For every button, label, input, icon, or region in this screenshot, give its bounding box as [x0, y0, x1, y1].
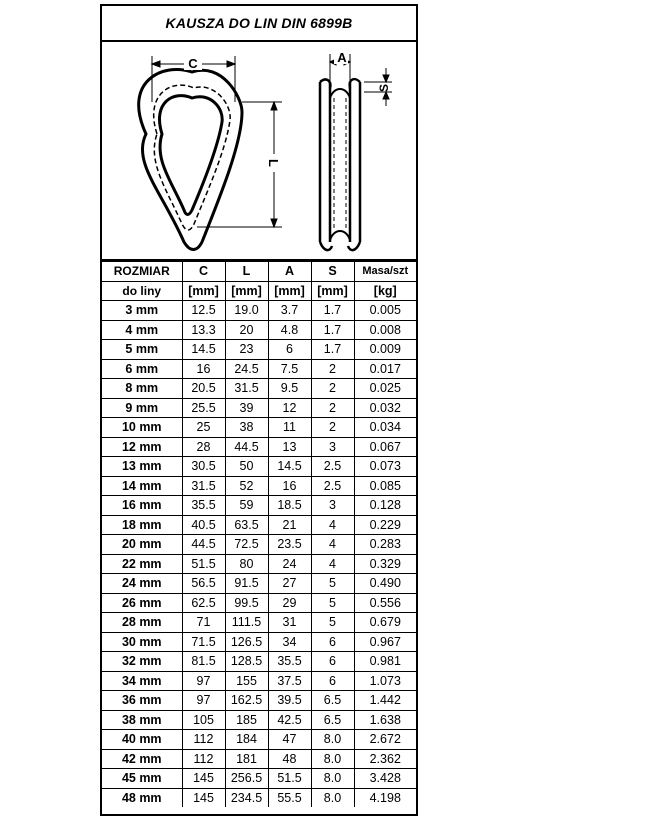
cell-size: 9 mm — [102, 398, 182, 418]
cell-size: 38 mm — [102, 710, 182, 730]
cell-l: 19.0 — [225, 301, 268, 321]
cell-a: 23.5 — [268, 535, 311, 555]
cell-a: 42.5 — [268, 710, 311, 730]
table-row — [102, 418, 416, 438]
cell-c: 56.5 — [182, 574, 225, 594]
cell-c: 51.5 — [182, 554, 225, 574]
cell-s: 6 — [311, 671, 354, 691]
cell-l: 126.5 — [225, 632, 268, 652]
cell-s: 6.5 — [311, 691, 354, 711]
page-title: KAUSZA DO LIN DIN 6899B — [102, 6, 416, 42]
table-row — [102, 437, 416, 457]
cell-size: 42 mm — [102, 749, 182, 769]
cell-a: 55.5 — [268, 788, 311, 807]
cell-c: 145 — [182, 788, 225, 807]
table-row — [102, 710, 416, 730]
cell-c: 112 — [182, 749, 225, 769]
cell-size: 30 mm — [102, 632, 182, 652]
table-row — [102, 788, 416, 807]
header-a: A — [268, 262, 311, 282]
cell-mass: 0.128 — [354, 496, 416, 516]
cell-size: 10 mm — [102, 418, 182, 438]
cell-l: 44.5 — [225, 437, 268, 457]
cell-mass: 1.442 — [354, 691, 416, 711]
cell-l: 185 — [225, 710, 268, 730]
cell-mass: 0.032 — [354, 398, 416, 418]
cell-a: 14.5 — [268, 457, 311, 477]
cell-l: 39 — [225, 398, 268, 418]
cell-mass: 4.198 — [354, 788, 416, 807]
cell-s: 4 — [311, 554, 354, 574]
cell-mass: 0.017 — [354, 359, 416, 379]
table-row — [102, 398, 416, 418]
cell-a: 24 — [268, 554, 311, 574]
table-row — [102, 359, 416, 379]
cell-size: 14 mm — [102, 476, 182, 496]
table-row — [102, 671, 416, 691]
cell-mass: 0.008 — [354, 320, 416, 340]
cell-l: 20 — [225, 320, 268, 340]
cell-s: 5 — [311, 613, 354, 633]
cell-s: 6 — [311, 632, 354, 652]
cell-l: 234.5 — [225, 788, 268, 807]
cell-c: 62.5 — [182, 593, 225, 613]
cell-l: 63.5 — [225, 515, 268, 535]
cell-c: 20.5 — [182, 379, 225, 399]
table-row — [102, 574, 416, 594]
cell-a: 3.7 — [268, 301, 311, 321]
cell-mass: 0.005 — [354, 301, 416, 321]
header-rozmiar: ROZMIAR — [102, 262, 182, 282]
unit-a: [mm] — [268, 281, 311, 301]
cell-a: 35.5 — [268, 652, 311, 672]
table-row — [102, 301, 416, 321]
label-l: L — [266, 159, 281, 167]
cell-s: 3 — [311, 496, 354, 516]
cell-mass: 1.073 — [354, 671, 416, 691]
table-row — [102, 632, 416, 652]
cell-s: 2 — [311, 379, 354, 399]
cell-l: 38 — [225, 418, 268, 438]
cell-mass: 0.556 — [354, 593, 416, 613]
cell-a: 51.5 — [268, 769, 311, 789]
label-s: S — [377, 83, 391, 93]
cell-size: 8 mm — [102, 379, 182, 399]
label-a: A — [337, 50, 347, 65]
cell-c: 112 — [182, 730, 225, 750]
cell-size: 5 mm — [102, 340, 182, 360]
unit-c: [mm] — [182, 281, 225, 301]
cell-a: 4.8 — [268, 320, 311, 340]
table-row — [102, 613, 416, 633]
cell-size: 45 mm — [102, 769, 182, 789]
header-l: L — [225, 262, 268, 282]
cell-a: 13 — [268, 437, 311, 457]
cell-l: 52 — [225, 476, 268, 496]
cell-c: 16 — [182, 359, 225, 379]
cell-c: 25 — [182, 418, 225, 438]
cell-c: 25.5 — [182, 398, 225, 418]
cell-size: 40 mm — [102, 730, 182, 750]
cell-l: 256.5 — [225, 769, 268, 789]
cell-c: 44.5 — [182, 535, 225, 555]
unit-kg: [kg] — [354, 281, 416, 301]
cell-mass: 0.085 — [354, 476, 416, 496]
cell-size: 34 mm — [102, 671, 182, 691]
cell-a: 34 — [268, 632, 311, 652]
cell-a: 7.5 — [268, 359, 311, 379]
cell-c: 71.5 — [182, 632, 225, 652]
cell-l: 181 — [225, 749, 268, 769]
cell-s: 2 — [311, 359, 354, 379]
cell-c: 35.5 — [182, 496, 225, 516]
cell-a: 48 — [268, 749, 311, 769]
table-row — [102, 652, 416, 672]
cell-a: 11 — [268, 418, 311, 438]
cell-l: 31.5 — [225, 379, 268, 399]
cell-l: 59 — [225, 496, 268, 516]
cell-mass: 3.428 — [354, 769, 416, 789]
cell-a: 18.5 — [268, 496, 311, 516]
cell-l: 24.5 — [225, 359, 268, 379]
header-do-liny: do liny — [102, 281, 182, 301]
cell-a: 9.5 — [268, 379, 311, 399]
cell-size: 16 mm — [102, 496, 182, 516]
cell-s: 5 — [311, 574, 354, 594]
cell-l: 72.5 — [225, 535, 268, 555]
cell-a: 6 — [268, 340, 311, 360]
cell-mass: 0.329 — [354, 554, 416, 574]
cell-s: 6 — [311, 652, 354, 672]
cell-mass: 0.067 — [354, 437, 416, 457]
table-row — [102, 496, 416, 516]
cell-s: 5 — [311, 593, 354, 613]
cell-s: 2 — [311, 418, 354, 438]
cell-mass: 0.679 — [354, 613, 416, 633]
cell-l: 184 — [225, 730, 268, 750]
cell-c: 145 — [182, 769, 225, 789]
cell-a: 31 — [268, 613, 311, 633]
cell-size: 20 mm — [102, 535, 182, 555]
spec-table — [102, 261, 416, 807]
cell-mass: 0.490 — [354, 574, 416, 594]
header-c: C — [182, 262, 225, 282]
thimble-drawing — [102, 42, 416, 261]
cell-s: 1.7 — [311, 340, 354, 360]
table-row — [102, 535, 416, 555]
unit-s: [mm] — [311, 281, 354, 301]
thimble-diagram — [102, 42, 416, 261]
cell-mass: 0.981 — [354, 652, 416, 672]
cell-l: 99.5 — [225, 593, 268, 613]
cell-l: 50 — [225, 457, 268, 477]
cell-mass: 0.073 — [354, 457, 416, 477]
cell-mass: 0.034 — [354, 418, 416, 438]
cell-size: 22 mm — [102, 554, 182, 574]
cell-mass: 0.009 — [354, 340, 416, 360]
cell-l: 155 — [225, 671, 268, 691]
cell-c: 81.5 — [182, 652, 225, 672]
cell-s: 8.0 — [311, 788, 354, 807]
cell-s: 4 — [311, 515, 354, 535]
cell-size: 26 mm — [102, 593, 182, 613]
cell-c: 28 — [182, 437, 225, 457]
cell-s: 3 — [311, 437, 354, 457]
cell-size: 24 mm — [102, 574, 182, 594]
table-row — [102, 476, 416, 496]
table-row — [102, 730, 416, 750]
cell-size: 18 mm — [102, 515, 182, 535]
table-row — [102, 554, 416, 574]
cell-a: 27 — [268, 574, 311, 594]
cell-s: 4 — [311, 535, 354, 555]
cell-mass: 0.025 — [354, 379, 416, 399]
cell-mass: 2.362 — [354, 749, 416, 769]
cell-s: 8.0 — [311, 769, 354, 789]
cell-mass: 1.638 — [354, 710, 416, 730]
table-row — [102, 379, 416, 399]
cell-size: 28 mm — [102, 613, 182, 633]
cell-s: 2.5 — [311, 476, 354, 496]
table-row — [102, 749, 416, 769]
spec-sheet — [100, 4, 418, 816]
thimble-side-view — [320, 79, 360, 250]
cell-s: 1.7 — [311, 320, 354, 340]
cell-s: 2.5 — [311, 457, 354, 477]
cell-c: 105 — [182, 710, 225, 730]
cell-size: 32 mm — [102, 652, 182, 672]
cell-a: 12 — [268, 398, 311, 418]
cell-c: 97 — [182, 671, 225, 691]
header-row-top — [102, 262, 416, 282]
label-c: C — [188, 56, 198, 71]
header-masa: Masa/szt — [354, 262, 416, 282]
cell-a: 39.5 — [268, 691, 311, 711]
cell-size: 3 mm — [102, 301, 182, 321]
header-s: S — [311, 262, 354, 282]
cell-size: 6 mm — [102, 359, 182, 379]
cell-a: 16 — [268, 476, 311, 496]
cell-l: 128.5 — [225, 652, 268, 672]
table-row — [102, 769, 416, 789]
cell-l: 111.5 — [225, 613, 268, 633]
cell-c: 40.5 — [182, 515, 225, 535]
cell-c: 97 — [182, 691, 225, 711]
table-row — [102, 340, 416, 360]
table-row — [102, 320, 416, 340]
cell-size: 36 mm — [102, 691, 182, 711]
cell-mass: 2.672 — [354, 730, 416, 750]
table-row — [102, 457, 416, 477]
table-row — [102, 515, 416, 535]
cell-size: 12 mm — [102, 437, 182, 457]
cell-c: 31.5 — [182, 476, 225, 496]
cell-a: 21 — [268, 515, 311, 535]
cell-l: 91.5 — [225, 574, 268, 594]
cell-c: 71 — [182, 613, 225, 633]
cell-mass: 0.283 — [354, 535, 416, 555]
cell-l: 23 — [225, 340, 268, 360]
unit-l: [mm] — [225, 281, 268, 301]
cell-size: 13 mm — [102, 457, 182, 477]
cell-mass: 0.967 — [354, 632, 416, 652]
cell-s: 1.7 — [311, 301, 354, 321]
cell-l: 80 — [225, 554, 268, 574]
cell-a: 29 — [268, 593, 311, 613]
cell-c: 14.5 — [182, 340, 225, 360]
cell-size: 48 mm — [102, 788, 182, 807]
thimble-front-view — [139, 70, 242, 250]
cell-l: 162.5 — [225, 691, 268, 711]
cell-a: 37.5 — [268, 671, 311, 691]
cell-c: 12.5 — [182, 301, 225, 321]
cell-c: 30.5 — [182, 457, 225, 477]
cell-s: 2 — [311, 398, 354, 418]
table-row — [102, 593, 416, 613]
cell-a: 47 — [268, 730, 311, 750]
cell-size: 4 mm — [102, 320, 182, 340]
cell-s: 8.0 — [311, 749, 354, 769]
cell-s: 8.0 — [311, 730, 354, 750]
header-row-units — [102, 281, 416, 301]
table-row — [102, 691, 416, 711]
cell-s: 6.5 — [311, 710, 354, 730]
cell-c: 13.3 — [182, 320, 225, 340]
cell-mass: 0.229 — [354, 515, 416, 535]
